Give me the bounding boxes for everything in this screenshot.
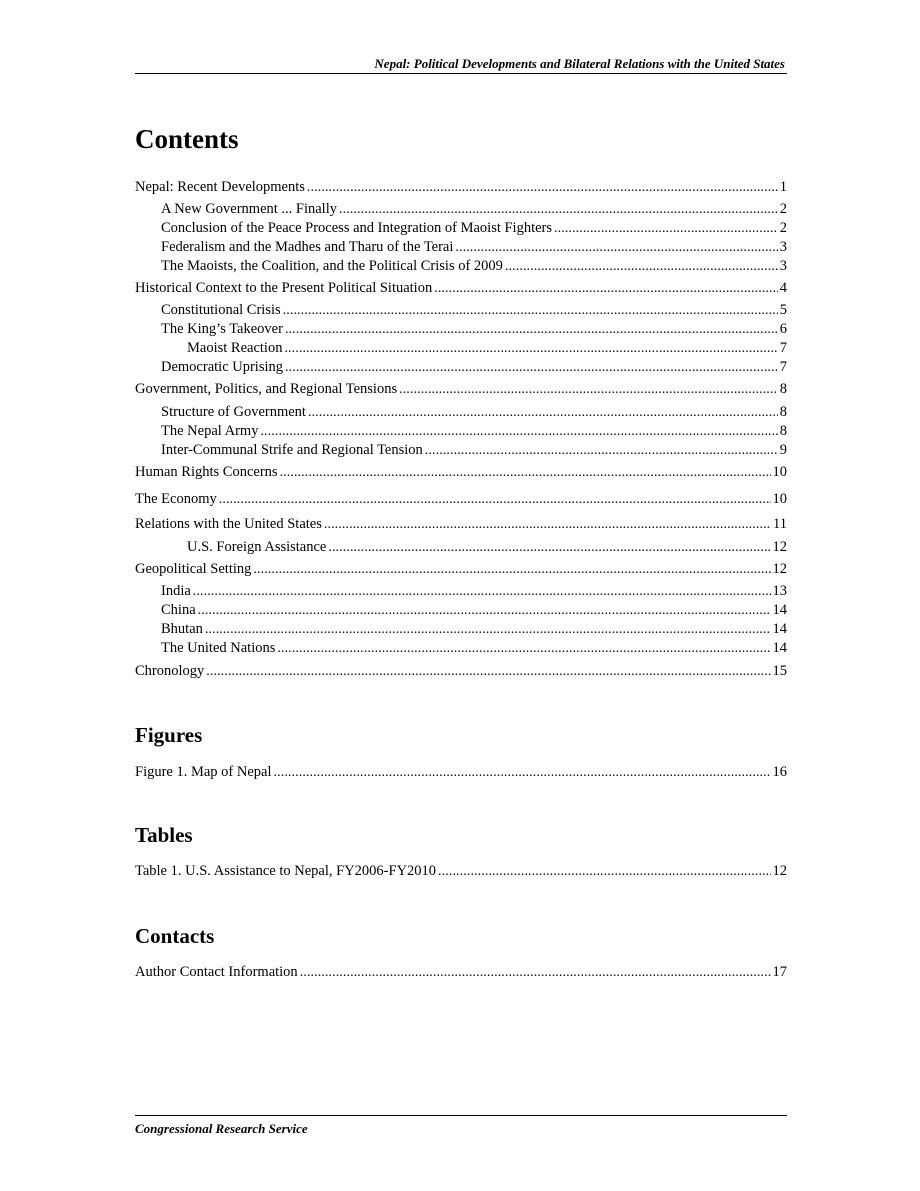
figures-heading: Figures <box>135 723 203 747</box>
toc-entry-figure-1[interactable]: Figure 1. Map of Nepal . . . 16 <box>135 763 787 781</box>
toc-entry-china[interactable]: China . . . 14 <box>135 601 787 619</box>
toc-entry-geopolitical-setting[interactable]: Geopolitical Setting . . . 12 <box>135 560 787 578</box>
toc-entry-historical-context[interactable]: Historical Context to the Present Political Situation . . . 4 <box>135 279 787 297</box>
toc-entry-new-government[interactable]: A New Government ... Finally . . . 2 <box>135 200 787 218</box>
toc-entry-kings-takeover[interactable]: The King’s Takeover . . . 6 <box>135 320 787 338</box>
toc-entry-bhutan[interactable]: Bhutan . . . 14 <box>135 620 787 638</box>
toc-entry-peace-process[interactable]: Conclusion of the Peace Process and Integration of Maoist Fighters . . . 2 <box>135 219 787 237</box>
toc-entry-us-relations[interactable]: Relations with the United States . . . 11 <box>135 515 787 533</box>
toc-entry-maoists-crisis[interactable]: The Maoists, the Coalition, and the Political Crisis of 2009 . . . 3 <box>135 257 787 275</box>
toc-entry-nepal-army[interactable]: The Nepal Army . . . 8 <box>135 422 787 440</box>
toc-entry-structure-of-government[interactable]: Structure of Government . . . 8 <box>135 403 787 421</box>
footer-rule <box>135 1115 787 1116</box>
toc-entry-united-nations[interactable]: The United Nations . . . 14 <box>135 639 787 657</box>
contents-heading: Contents <box>135 124 239 154</box>
toc-entry-federalism[interactable]: Federalism and the Madhes and Tharu of the Terai . . . 3 <box>135 238 787 256</box>
toc-entry-inter-communal-strife[interactable]: Inter-Communal Strife and Regional Tension . . . 9 <box>135 441 787 459</box>
toc-entry-author-contact[interactable]: Author Contact Information . . . 17 <box>135 963 787 981</box>
toc-entry-us-foreign-assistance[interactable]: U.S. Foreign Assistance . . . 12 <box>135 538 787 556</box>
toc-entry-recent-developments[interactable]: Nepal: Recent Developments . . . 1 <box>135 178 787 196</box>
toc-entry-constitutional-crisis[interactable]: Constitutional Crisis . . . 5 <box>135 301 787 319</box>
toc-entry-democratic-uprising[interactable]: Democratic Uprising . . . 7 <box>135 358 787 376</box>
tables-heading: Tables <box>135 823 193 847</box>
toc-entry-government-politics[interactable]: Government, Politics, and Regional Tensions . . . 8 <box>135 380 787 398</box>
toc-entry-maoist-reaction[interactable]: Maoist Reaction . . . 7 <box>135 339 787 357</box>
toc-entry-economy[interactable]: The Economy . . . 10 <box>135 490 787 508</box>
running-footer: Congressional Research Service <box>135 1121 308 1136</box>
header-rule <box>135 73 787 74</box>
toc-entry-india[interactable]: India . . . 13 <box>135 582 787 600</box>
toc-entry-table-1[interactable]: Table 1. U.S. Assistance to Nepal, FY2006-FY2010 . . . 12 <box>135 862 787 880</box>
running-header: Nepal: Political Developments and Bilateral Relations with the United States <box>374 56 785 71</box>
toc-entry-human-rights[interactable]: Human Rights Concerns . . . 10 <box>135 463 787 481</box>
toc-entry-chronology[interactable]: Chronology . . . 15 <box>135 662 787 680</box>
contacts-heading: Contacts <box>135 924 215 948</box>
